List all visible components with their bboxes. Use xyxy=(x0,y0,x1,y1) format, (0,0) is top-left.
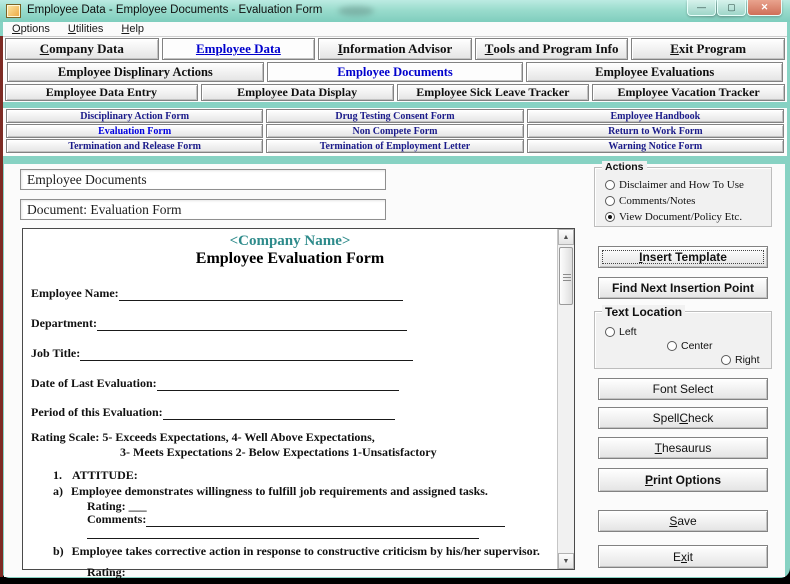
radio-button-icon[interactable] xyxy=(667,341,677,351)
menu-help[interactable]: Help xyxy=(121,23,145,35)
radio-button-icon[interactable] xyxy=(605,196,615,206)
doc-line-job-title: Job Title: xyxy=(31,346,413,361)
tab-employee-documents[interactable]: Employee Documents xyxy=(267,62,524,82)
comments-continuation-line xyxy=(87,526,479,539)
actions-groupbox-label: Actions xyxy=(602,161,647,173)
radio-button-icon[interactable] xyxy=(605,212,615,222)
text-location-groupbox xyxy=(594,305,772,369)
maximize-icon[interactable]: ▢ xyxy=(717,0,746,16)
docbtn-termination-of-employment-letter[interactable]: Termination of Employment Letter xyxy=(266,139,523,153)
find-next-insertion-point-button[interactable]: Find Next Insertion Point xyxy=(598,277,768,299)
docbtn-drug-testing-consent-form[interactable]: Drug Testing Consent Form xyxy=(266,109,523,123)
nav-row-main xyxy=(5,38,785,60)
doc-rating-a: Rating: ___ xyxy=(87,499,147,513)
nav-row-employee xyxy=(7,62,783,82)
spell-check-button[interactable]: Spell C heck xyxy=(598,407,768,429)
close-icon[interactable]: ✕ xyxy=(747,0,782,16)
insert-template-button[interactable]: I nsert Template xyxy=(598,246,768,268)
blank-line xyxy=(119,290,403,301)
blank-line xyxy=(163,409,395,420)
radio-view-document[interactable]: View Document/Policy Etc. xyxy=(605,211,742,223)
blank-line xyxy=(157,380,399,391)
tab-employee-sick-leave-tracker[interactable]: Employee Sick Leave Tracker xyxy=(397,84,590,101)
docbtn-employee-handbook[interactable]: Employee Handbook xyxy=(527,109,784,123)
doc-line-last-evaluation: Date of Last Evaluation: xyxy=(31,376,399,391)
doc-line-period: Period of this Evaluation: xyxy=(31,405,395,420)
document-buttons-grid xyxy=(6,109,784,155)
app-icon xyxy=(6,4,21,18)
doc-line-employee-name: Employee Name: xyxy=(31,286,403,301)
tab-employee-data-display[interactable]: Employee Data Display xyxy=(201,84,394,101)
docbtn-warning-notice-form[interactable]: Warning Notice Form xyxy=(527,139,784,153)
doc-rating-scale-2: 3- Meets Expectations 2- Below Expectations 1-Unsatisfactory xyxy=(120,445,437,459)
radio-text-center[interactable]: Center xyxy=(667,340,713,352)
tab-employee-displinary-actions[interactable]: Employee Displinary Actions xyxy=(7,62,264,82)
blank-line xyxy=(80,350,413,361)
doc-item-a: a) Employee demonstrates willingness to fulfill job requirements and assigned tasks. xyxy=(53,484,488,498)
radio-button-icon[interactable] xyxy=(605,180,615,190)
tab-employee-data-entry[interactable]: Employee Data Entry xyxy=(5,84,198,101)
document-buttons-strip xyxy=(3,108,787,156)
window-edge-artifact xyxy=(0,36,3,577)
radio-disclaimer[interactable]: Disclaimer and How To Use xyxy=(605,179,744,191)
font-select-button[interactable]: Font Select xyxy=(598,378,768,400)
radio-button-icon[interactable] xyxy=(721,355,731,365)
actions-groupbox xyxy=(594,161,772,227)
doc-rating-scale-1: Rating Scale: 5- Exceeds Expectations, 4- Well Above Expectations, xyxy=(31,430,375,444)
doc-section-attitude: 1. ATTITUDE: xyxy=(53,468,138,482)
doc-title: Employee Evaluation Form xyxy=(195,250,385,267)
scrollbar-thumb[interactable] xyxy=(559,247,573,305)
menu-utilities[interactable]: Utilities xyxy=(67,23,104,35)
tab-exit-program[interactable]: E xit Program xyxy=(631,38,785,60)
doc-company-name: <Company Name> xyxy=(229,233,351,249)
radio-text-right[interactable]: Right xyxy=(721,354,760,366)
save-button[interactable]: S ave xyxy=(598,510,768,532)
tab-company-data[interactable]: C ompany Data xyxy=(5,38,159,60)
document-viewer[interactable] xyxy=(22,228,575,579)
minimize-icon[interactable]: — xyxy=(687,0,716,16)
scroll-down-icon[interactable]: ▼ xyxy=(558,553,574,569)
docbtn-evaluation-form[interactable]: Evaluation Form xyxy=(6,124,263,138)
docbtn-termination-and-release-form[interactable]: Termination and Release Form xyxy=(6,139,263,153)
radio-button-icon[interactable] xyxy=(605,327,615,337)
scrollbar-grip-icon xyxy=(563,274,571,281)
vertical-scrollbar[interactable] xyxy=(557,229,574,569)
document-content xyxy=(23,229,557,579)
blank-line xyxy=(97,320,407,331)
nav-row-data xyxy=(5,84,785,101)
radio-comments-notes[interactable]: Comments/Notes xyxy=(605,195,695,207)
tab-information-advisor[interactable]: I nformation Advisor xyxy=(318,38,472,60)
text-location-label: Text Location xyxy=(602,305,685,319)
glass-smudge xyxy=(338,6,374,16)
window-title: Employee Data - Employee Documents - Evaluation Form xyxy=(27,4,323,16)
exit-button[interactable]: E x it xyxy=(598,545,768,568)
scroll-up-icon[interactable]: ▲ xyxy=(558,229,574,245)
doc-item-b: b) Employee takes corrective action in response to constructive criticism by his/her supervisor. xyxy=(53,544,540,558)
document-field[interactable]: Document: Evaluation Form xyxy=(20,199,386,220)
docbtn-return-to-work-form[interactable]: Return to Work Form xyxy=(527,124,784,138)
thesaurus-button[interactable]: T hesaurus xyxy=(598,437,768,459)
docbtn-disciplinary-action-form[interactable]: Disciplinary Action Form xyxy=(6,109,263,123)
window-controls xyxy=(686,0,782,16)
doc-rating-b-clipped: Rating: xyxy=(87,565,126,579)
menu-bar xyxy=(3,22,787,37)
category-field[interactable]: Employee Documents xyxy=(20,169,386,190)
title-bar xyxy=(0,0,790,22)
docbtn-non-compete-form[interactable]: Non Compete Form xyxy=(266,124,523,138)
nav-strip xyxy=(3,37,787,102)
doc-line-department: Department: xyxy=(31,316,407,331)
radio-text-left[interactable]: Left xyxy=(605,326,637,338)
tab-employee-evaluations[interactable]: Employee Evaluations xyxy=(526,62,783,82)
tab-employee-vacation-tracker[interactable]: Employee Vacation Tracker xyxy=(592,84,785,101)
tab-tools-program-info[interactable]: T ools and Program Info xyxy=(475,38,629,60)
doc-comments-a: Comments: xyxy=(87,512,505,527)
main-panel xyxy=(4,161,785,579)
menu-options[interactable]: Options xyxy=(12,23,50,35)
tab-employee-data[interactable]: E mployee Data xyxy=(162,38,316,60)
print-options-button[interactable]: P rint Options xyxy=(598,468,768,492)
